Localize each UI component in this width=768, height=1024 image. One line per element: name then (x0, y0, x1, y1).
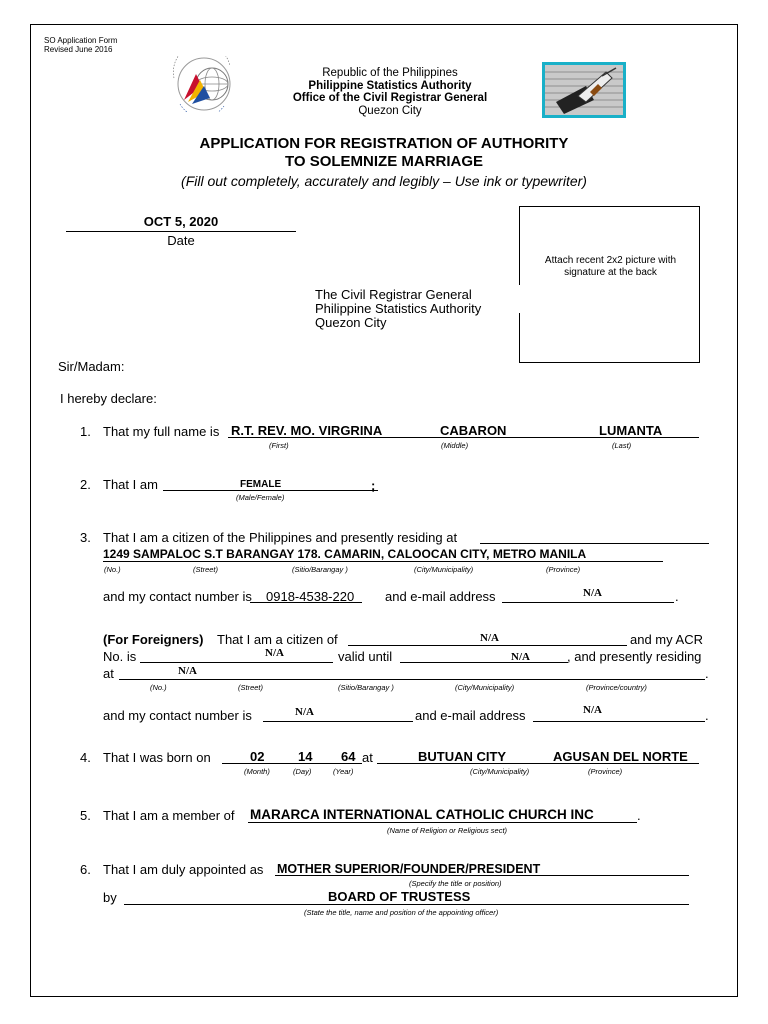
sex-semicolon: ; (371, 478, 376, 493)
middle-name-value[interactable]: CABARON (440, 423, 507, 438)
valid-until-value[interactable]: N/A (511, 651, 530, 663)
sex-value[interactable]: FEMALE (240, 479, 282, 490)
addressee-line3: Quezon City (315, 315, 387, 330)
by-text: by (103, 890, 117, 905)
foreign-address-line (119, 679, 705, 680)
foreign-address-value[interactable]: N/A (178, 665, 197, 677)
item5-text: That I am a member of (103, 808, 235, 823)
position-value[interactable]: MOTHER SUPERIOR/FOUNDER/PRESIDENT (277, 862, 541, 876)
appointing-caption: (State the title, name and position of the appointing officer) (304, 908, 499, 917)
foreign-contact-line (263, 721, 413, 722)
psa-logo-icon (160, 56, 250, 112)
religion-period: . (637, 808, 641, 823)
month-caption: (Month) (244, 767, 270, 776)
acr-value[interactable]: N/A (265, 647, 284, 659)
form-title-line2: TO SOLEMNIZE MARRIAGE (284, 153, 484, 170)
republic-label: Republic of the Philippines (322, 67, 458, 79)
date-label: Date (167, 233, 195, 248)
religion-line (248, 822, 637, 823)
sex-caption: (Male/Female) (236, 493, 285, 502)
item6-text: That I am duly appointed as (103, 862, 264, 877)
salutation: Sir/Madam: (58, 359, 125, 374)
foreign-citizen-line (348, 645, 627, 646)
province-caption: (Province) (588, 767, 623, 776)
sex-line (163, 490, 378, 491)
contact-value[interactable]: 0918-4538-220 (266, 589, 355, 604)
acr-text: and my ACR (630, 632, 703, 647)
foreign-email-period: . (705, 708, 709, 723)
middle-caption: (Middle) (441, 441, 469, 450)
foreign-citizen-value[interactable]: N/A (480, 632, 499, 644)
appointing-line (124, 904, 689, 905)
addressee-line2: Philippine Statistics Authority (315, 301, 482, 316)
foreigners-label: (For Foreigners) (103, 632, 204, 647)
foreign-citizen-text: That I am a citizen of (217, 632, 338, 647)
year-caption: (Year) (333, 767, 354, 776)
acr-line (140, 662, 333, 663)
form-instructions: (Fill out completely, accurately and legibly – Use ink or typewriter) (181, 173, 587, 189)
foreign-email-value[interactable]: N/A (583, 704, 602, 716)
foreign-cap-street: (Street) (238, 683, 264, 692)
born-at-text: at (362, 750, 373, 765)
first-caption: (First) (269, 441, 289, 450)
last-caption: (Last) (612, 441, 632, 450)
declare-label: I hereby declare: (60, 391, 157, 406)
address-cap-city: (City/Municipality) (414, 565, 474, 574)
form-code: SO Application Form (44, 36, 118, 45)
item3-text: That I am a citizen of the Philippines and presently residing at (103, 530, 458, 545)
item2-number: 2. (80, 477, 91, 492)
birth-province-value[interactable]: AGUSAN DEL NORTE (553, 749, 688, 764)
presently-residing-text: , and presently residing (567, 649, 702, 664)
address-value[interactable]: 1249 SAMPALOC S.T BARANGAY 178. CAMARIN, CALOOCAN CITY, METRO MANILA (103, 547, 587, 561)
at-text: at (103, 666, 114, 681)
ocrg-label: Office of the Civil Registrar General (292, 92, 488, 104)
residence-line-2 (103, 561, 663, 562)
birth-city-value[interactable]: BUTUAN CITY (418, 749, 507, 764)
acr-no-text: No. is (103, 649, 137, 664)
photo-box[interactable] (519, 206, 700, 363)
foreign-email-line (533, 721, 705, 722)
last-name-value[interactable]: LUMANTA (599, 423, 663, 438)
foreign-cap-no: (No.) (150, 683, 167, 692)
date-value[interactable]: OCT 5, 2020 (143, 214, 219, 229)
item4-number: 4. (80, 750, 91, 765)
valid-until-line (400, 662, 568, 663)
form-title-line1: APPLICATION FOR REGISTRATION OF AUTHORITY (199, 135, 569, 152)
form-revision: Revised June 2016 (44, 45, 113, 54)
foreign-cap-barangay: (Sitio/Barangay ) (338, 683, 394, 692)
item1-number: 1. (80, 424, 91, 439)
religion-value[interactable]: MARARCA INTERNATIONAL CATHOLIC CHURCH INC (250, 807, 594, 822)
item5-number: 5. (80, 808, 91, 823)
email-text: and e-mail address (385, 589, 496, 604)
position-caption: (Specify the title or position) (409, 879, 502, 888)
contact-text: and my contact number is (103, 589, 252, 604)
address-cap-street: (Street) (193, 565, 219, 574)
email-value[interactable]: N/A (583, 587, 602, 599)
city-caption: (City/Municipality) (470, 767, 530, 776)
foreign-contact-text: and my contact number is (103, 708, 252, 723)
psa-label: Philippine Statistics Authority (308, 80, 472, 92)
residence-line-1 (480, 543, 709, 544)
birth-year-value[interactable]: 64 (341, 749, 356, 764)
item1-text: That my full name is (103, 424, 220, 439)
first-name-value[interactable]: R.T. REV. MO. VIRGRINA (231, 423, 383, 438)
address-cap-barangay: (Sitio/Barangay ) (292, 565, 348, 574)
religion-caption: (Name of Religion or Religious sect) (387, 826, 508, 835)
date-line (66, 231, 296, 232)
item6-number: 6. (80, 862, 91, 877)
position-line (275, 875, 689, 876)
pen-seal-icon (542, 62, 626, 118)
addressee-line1: The Civil Registrar General (315, 287, 472, 302)
day-caption: (Day) (293, 767, 312, 776)
item4-text: That I was born on (103, 750, 211, 765)
city-label: Quezon City (358, 105, 422, 117)
item2-text: That I am (103, 477, 158, 492)
email-period: . (675, 589, 679, 604)
birth-month-value[interactable]: 02 (250, 749, 265, 764)
photo-instruction-line1: Attach recent 2x2 picture with (544, 255, 677, 266)
photo-instruction-line2: signature at the back (564, 267, 657, 278)
appointing-officer-value[interactable]: BOARD OF TRUSTESS (328, 889, 471, 904)
address-cap-no: (No.) (104, 565, 121, 574)
foreign-cap-province: (Province/country) (586, 683, 647, 692)
address-cap-province: (Province) (546, 565, 581, 574)
item3-number: 3. (80, 530, 91, 545)
valid-until-text: valid until (338, 649, 393, 664)
foreign-address-period: . (705, 666, 709, 681)
foreign-cap-city: (City/Municipality) (455, 683, 515, 692)
email-line (502, 602, 674, 603)
foreign-contact-value[interactable]: N/A (295, 706, 314, 718)
foreign-email-text: and e-mail address (415, 708, 526, 723)
birth-day-value[interactable]: 14 (298, 749, 313, 764)
